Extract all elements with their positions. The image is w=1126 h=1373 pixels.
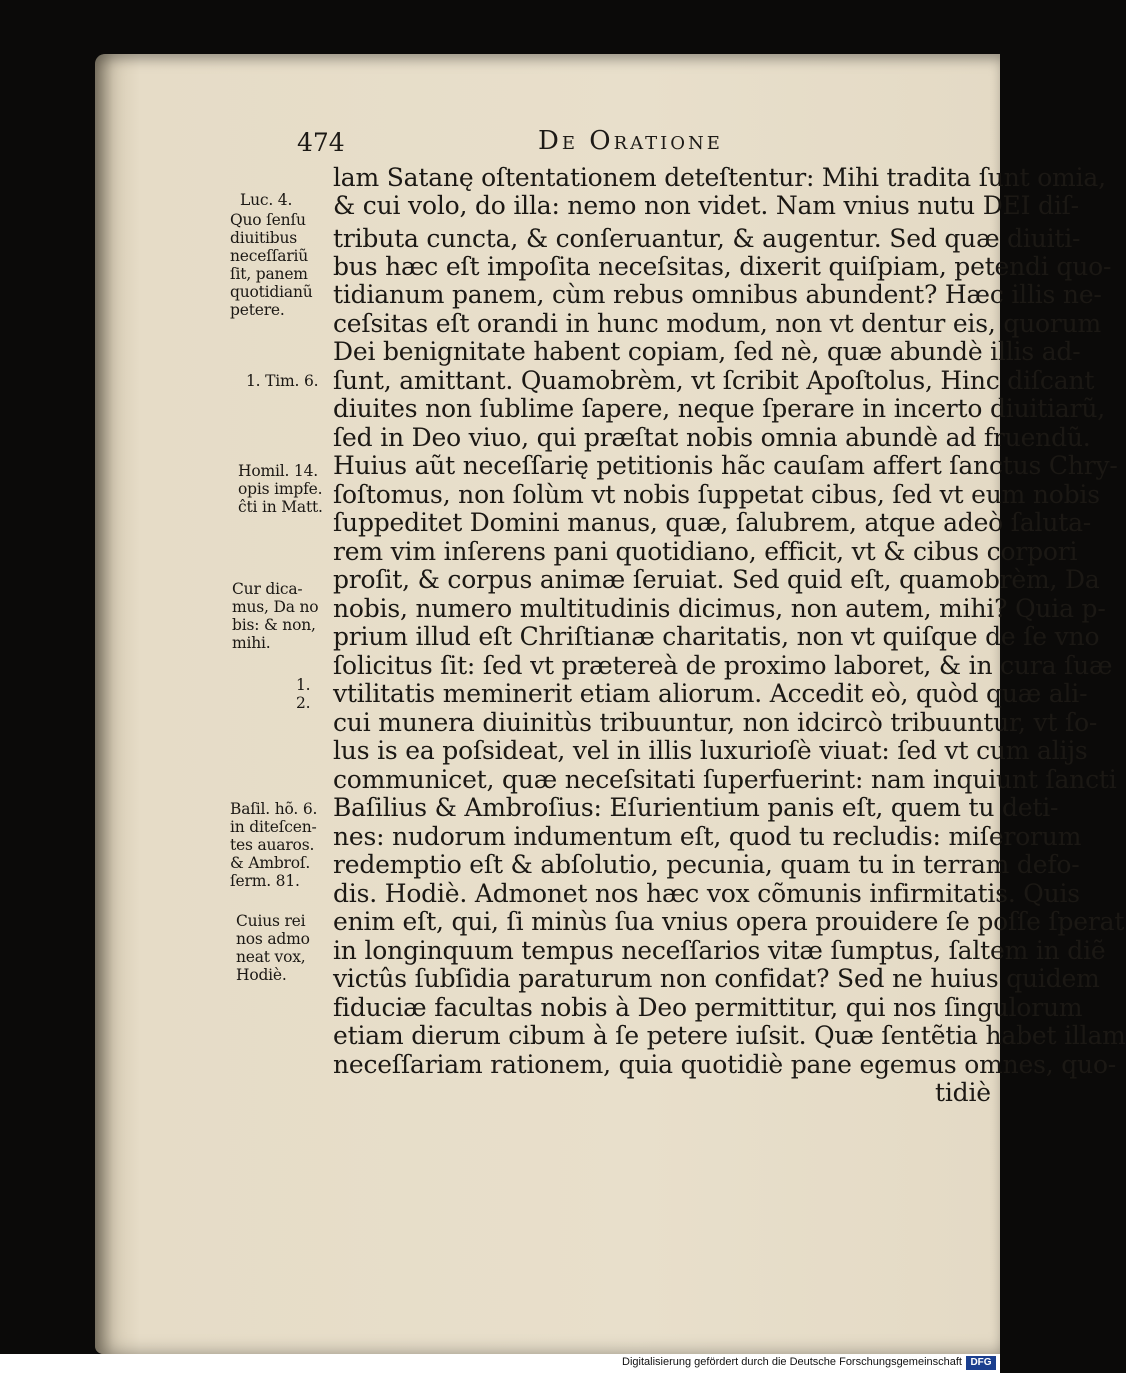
text-line: tributa cuncta, & conſeruantur, & augentur. Sed quæ diuiti- bbox=[333, 224, 1081, 253]
margin-note: Cur dica- mus, Da no bis: & non, mihi. bbox=[232, 580, 319, 652]
text-line: lus is ea poſsideat, vel in illis luxurioſè viuat: ſed vt cum alijs bbox=[333, 736, 1088, 765]
text-line: tidiè bbox=[935, 1078, 991, 1107]
text-line: nes: nudorum indumentum eſt, quod tu recludis: miſerorum bbox=[333, 822, 1082, 851]
text-line: ſolicitus ſit: ſed vt prætereà de proximo laboret, & in cura ſuæ bbox=[333, 651, 1113, 680]
dfg-logo-icon: DFG bbox=[966, 1356, 996, 1370]
margin-note: Quo ſenſu diuitibus neceſſariũ ſit, panem quotidianũ petere. bbox=[230, 211, 313, 319]
text-line: prium illud eſt Chriſtianæ charitatis, non vt quiſque de ſe vno bbox=[333, 622, 1100, 651]
text-line: ſuppeditet Domini manus, quæ, ſalubrem, atque adeò ſaluta- bbox=[333, 508, 1092, 537]
text-line: neceſſariam rationem, quia quotidiè pane egemus omnes, quo- bbox=[333, 1050, 1117, 1079]
text-line: vtilitatis meminerit etiam aliorum. Accedit eò, quòd quæ ali- bbox=[333, 679, 1088, 708]
text-line: ſunt, amittant. Quamobrèm, vt ſcribit Apoſtolus, Hinc diſcant bbox=[333, 366, 1095, 395]
text-line: Huius aũt neceſſarię petitionis hãc cauſam affert ſanctus Chry- bbox=[333, 451, 1118, 480]
text-line: rem vim inſerens pani quotidiano, efficit, vt & cibus corpori bbox=[333, 537, 1078, 566]
text-line: ceſsitas eſt orandi in hunc modum, non vt dentur eis, quorum bbox=[333, 309, 1102, 338]
text-line: enim eſt, qui, ſi minùs ſua vnius opera prouidere ſe poſſe ſperat bbox=[333, 907, 1125, 936]
footer-bar bbox=[0, 1354, 1000, 1373]
margin-note: Cuius rei nos admo neat vox, Hodiè. bbox=[236, 912, 310, 984]
margin-note: Baſil. hõ. 6. in diteſcen- tes auaros. & Ambroſ. ſerm. 81. bbox=[230, 800, 318, 890]
text-line: Baſilius & Ambroſius: Eſurientium panis eſt, quem tu deti- bbox=[333, 793, 1059, 822]
text-line: diuites non ſublime ſapere, neque ſperare in incerto diuitiarũ, bbox=[333, 394, 1106, 423]
margin-note: Luc. 4. bbox=[240, 191, 293, 209]
text-line: cui munera diuinitùs tribuuntur, non idcircò tribuuntur, vt ſo- bbox=[333, 708, 1098, 737]
text-line: tidianum panem, cùm rebus omnibus abundent? Hæc illis ne- bbox=[333, 280, 1102, 309]
text-line: bus hæc eſt impoſita neceſsitas, dixerit quiſpiam, petendi quo- bbox=[333, 252, 1112, 281]
text-line: nobis, numero multitudinis dicimus, non autem, mihi? Quia p- bbox=[333, 594, 1106, 623]
page-number: 474 bbox=[297, 128, 345, 157]
text-line: proſit, & corpus animæ ſeruiat. Sed quid eſt, quamobrèm, Da bbox=[333, 565, 1100, 594]
margin-note: 1. Tim. 6. bbox=[246, 372, 319, 390]
text-line: communicet, quæ neceſsitati ſuperfuerint: nam inquiunt ſancti bbox=[333, 765, 1117, 794]
text-line: ſed in Deo viuo, qui præſtat nobis omnia abundè ad fruendũ. bbox=[333, 423, 1091, 452]
text-line: redemptio eſt & abſolutio, pecunia, quam tu in terram defo- bbox=[333, 850, 1080, 879]
funding-notice: Digitalisierung gefördert durch die Deutsche Forschungsgemeinschaft bbox=[622, 1356, 962, 1368]
margin-note: 1. 2. bbox=[296, 676, 311, 712]
text-line: & cui volo, do illa: nemo non videt. Nam vnius nutu DEI diſ- bbox=[333, 191, 1079, 220]
running-title: De Oratione bbox=[538, 126, 723, 156]
text-line: etiam dierum cibum à ſe petere iuſsit. Quæ ſentẽtia habet illam bbox=[333, 1021, 1126, 1050]
text-line: dis. Hodiè. Admonet nos hæc vox cõmunis infirmitatis. Quis bbox=[333, 879, 1080, 908]
text-line: victûs ſubſidia paraturum non confidat? Sed ne huius quidem bbox=[333, 964, 1100, 993]
text-line: Dei benignitate habent copiam, ſed nè, quæ abundè illis ad- bbox=[333, 337, 1081, 366]
text-line: fiduciæ facultas nobis à Deo permittitur, qui nos ſingulorum bbox=[333, 993, 1083, 1022]
text-line: ſoſtomus, non ſolùm vt nobis ſuppetat cibus, ſed vt eum nobis bbox=[333, 480, 1100, 509]
margin-note: Homil. 14. opis impfe. ĉti in Matt. bbox=[238, 462, 323, 516]
text-line: in longinquum tempus neceſſarios vitæ ſumptus, ſaltem in diẽ bbox=[333, 936, 1106, 965]
text-line: lam Satanę oſtentationem deteſtentur: Mihi tradita ſunt omia, bbox=[333, 163, 1106, 192]
